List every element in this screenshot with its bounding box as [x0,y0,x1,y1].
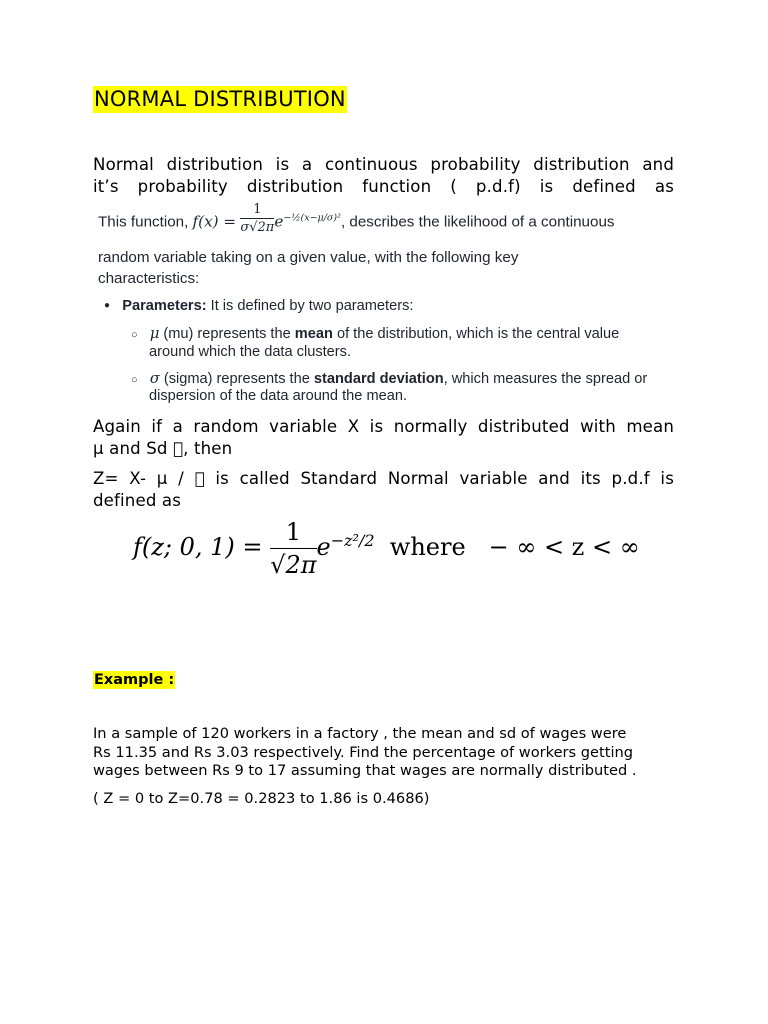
formula-exponent: −z²/2 [330,531,375,550]
z-definition-paragraph [93,468,674,511]
intro-line-1: Normal distribution is a continuous probability distribution and [93,155,674,174]
embedded-line-2: random variable taking on a given value, with the following key [98,249,519,266]
example-line-2: Rs 11.35 and Rs 3.03 respectively. Find the percentage of workers getting [93,743,634,761]
bullet-parameters: ● Parameters: It is defined by two parameters: [104,298,414,314]
sub-bullet-mean-line-2: around which the data clusters. [149,344,351,360]
standard-normal-formula: f(z; 0, 1) = $\frac{1}{√2\pi}$ $e^{-z^2/2}$ where − ∞ < z < ∞ [133,518,640,579]
pdf-exponent: −½(x−μ/σ)² [283,212,341,224]
circle-bullet-icon: ○ [131,374,138,386]
embedded-line-1: This function, f(x) = $\frac{1}{\sigma√2\pi}$ $e^{-\frac{1}{2}(x-\mu/\sigma)^2}$, describes the likelihood of a continuous [98,202,615,235]
circle-bullet-icon: ○ [131,329,138,341]
intro-line-2: it’s probability distribution function ( p.d.f) is defined as [93,176,674,196]
formula-where: where [389,533,466,561]
again-line-1: Again if a random variable X is normally distributed with mean [93,417,674,436]
embedded-line-3: characteristics: [98,270,200,287]
formula-range: − ∞ < z < ∞ [488,533,640,561]
bullet-dot-icon: ● [104,300,111,311]
page-title: NORMAL DISTRIBUTION [94,87,346,111]
formula-fraction: $\frac{1}{√2\pi}$ [270,518,317,579]
formula-lhs: f(z; 0, 1) = [133,533,263,561]
example-line-3: wages between Rs 9 to 17 assuming that wages are normally distributed . [93,762,637,779]
example-hint: ( Z = 0 to Z=0.78 = 0.2823 to 1.86 is 0.4686) [93,790,430,807]
example-paragraph [93,725,674,781]
example-line-1: In a sample of 120 workers in a factory , the mean and sd of wages were [93,725,627,742]
z-definition-line-2: defined as [93,490,182,510]
sub-bullet-mean: ○ μ (mu) represents the mean of the distribution, which is the central value [131,325,620,342]
intro-paragraph [93,154,674,197]
again-line-2: µ and Sd  , then [93,438,233,458]
sub-bullet-sd-line-2: dispersion of the data around the mean. [149,388,407,404]
pdf-fraction: $\frac{1}{\sigma√2\pi}$ [240,202,275,235]
again-paragraph [93,416,674,459]
sub-bullet-sd: ○ σ (sigma) represents the standard deviation, which measures the spread or [131,370,648,387]
z-definition-line-1: Z= X- µ /   is called Standard Normal variable and its p.d.f is [93,469,674,488]
example-heading: Example : [94,672,175,688]
pdf-function-label: f(x) = [192,212,237,231]
